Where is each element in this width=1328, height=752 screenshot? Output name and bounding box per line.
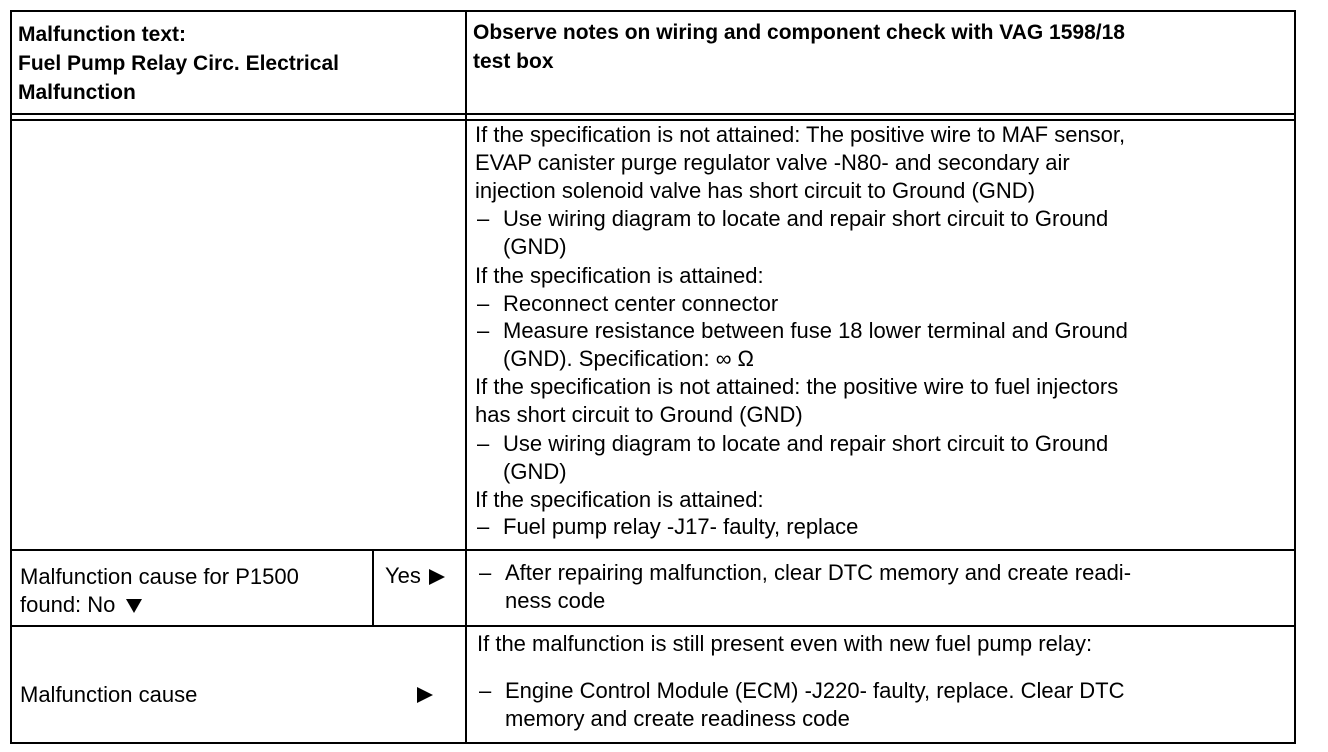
header-divider [10, 113, 1296, 115]
yes-branch: Yes [385, 562, 445, 590]
row-divider-p1500 [10, 625, 1296, 627]
malfunction-text-heading: Malfunction text: Fuel Pump Relay Circ. Electrical Malfunction [18, 23, 339, 104]
triangle-down-icon [126, 599, 142, 613]
spec-not-attained-paragraph-2: If the specification is not attained: the positive wire to fuel injectors has short circuit to Ground (GND) [475, 374, 1119, 427]
dash: – [477, 291, 490, 316]
spec-not-attained-paragraph-1: If the specification is not attained: The positive wire to MAF sensor, EVAP canister purge regulator valve -N80- and secondary air injection solenoid valve has short circuit to Ground (GND) [475, 122, 1126, 203]
malfunction-cause-label: Malfunction cause [20, 682, 198, 707]
column-divider [465, 10, 467, 744]
dash: – [477, 318, 490, 343]
dash: – [479, 560, 492, 585]
still-present-note: If the malfunction is still present even with new fuel pump relay: [477, 631, 1093, 656]
spec-attained-paragraph-2: If the specification is attained: [475, 487, 764, 512]
row-divider-body [10, 549, 1296, 551]
triangle-right-icon [429, 569, 445, 585]
dash: – [477, 206, 490, 231]
spec-attained-paragraph-1: If the specification is attained: [475, 263, 764, 288]
p1500-cause-label: Malfunction cause for P1500 found: No [20, 564, 299, 617]
dash: – [477, 514, 490, 539]
dash: – [479, 678, 492, 703]
triangle-right-icon [417, 687, 433, 703]
dash: – [477, 431, 490, 456]
yes-cell-divider [372, 549, 374, 627]
test-box-note: Observe notes on wiring and component check with VAG 1598/18 test box [473, 21, 1125, 73]
